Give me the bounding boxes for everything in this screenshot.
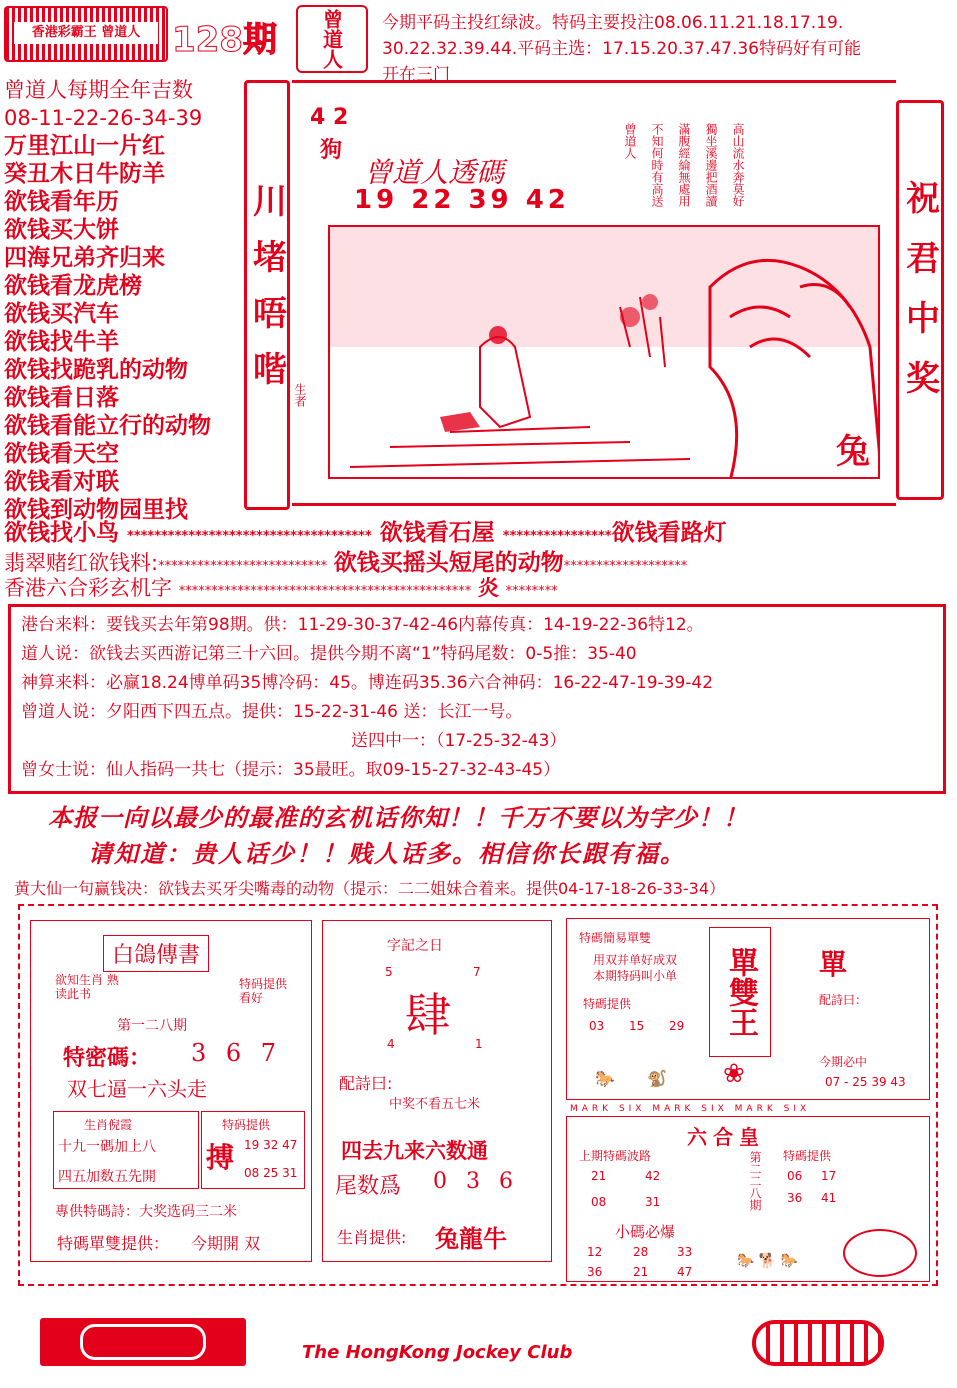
list-item: 万里江山一片红 — [4, 133, 165, 159]
mid-sx-label: 生肖提供: — [337, 1228, 407, 1247]
bo-nums: 19 32 47 — [244, 1138, 298, 1152]
scroll-right — [896, 100, 944, 500]
poem-line: 獨坐溪邊把酒讀 — [704, 123, 718, 207]
lh-bo-num: 31 — [645, 1195, 661, 1209]
seal — [296, 5, 368, 73]
info-line: 港台来料：要钱买去年第98期。供：11-29-30-37-42-46内幕传真：14-19-22-36特12。 — [21, 615, 704, 635]
list-item: 欲钱找牛羊 — [4, 329, 119, 355]
mid-n5: 5 — [385, 965, 393, 979]
star-line-3 — [4, 572, 558, 602]
tm-label: 特密碼： — [63, 1045, 152, 1071]
info-box — [8, 604, 946, 794]
rt-tm-label: 特碼提供 — [583, 997, 632, 1011]
lh-bao-num: 47 — [677, 1265, 693, 1279]
painting-numbers: 19 22 39 42 — [354, 185, 570, 215]
mid-poem-label: 配詩曰: — [339, 1074, 393, 1093]
list-item: 08-11-22-26-34-39 — [4, 106, 203, 130]
painting-top-numbers: 4 2 — [310, 105, 349, 130]
painting-title: 曾道人透碼 — [364, 156, 505, 189]
list-item: 欲钱看年历 — [4, 189, 119, 215]
mid-sx-val: 兔龍牛 — [435, 1224, 507, 1253]
poem-line: 不知何時有高送 — [650, 123, 664, 207]
animal-icons: 🐎 🐕 🐎 — [737, 1253, 799, 1269]
slogan-1: 本报一向以最少的最准的玄机话你知！！千万不要以为字少！！ — [48, 803, 748, 832]
rt-tm-num: 03 — [589, 1019, 605, 1033]
tm-hint: 双七逼一六头走 — [67, 1077, 207, 1101]
star-line-1 — [4, 514, 727, 547]
lh-bao-num: 12 — [587, 1245, 603, 1259]
seal-text: 曾道人 — [319, 9, 344, 69]
landscape-drawing — [330, 227, 880, 479]
lh-tm-label: 特碼提供 — [783, 1149, 832, 1163]
mid-n1: 1 — [475, 1037, 483, 1051]
mid-big-char: 肆 — [405, 988, 451, 1042]
rt-tm-num: 29 — [669, 1019, 685, 1033]
poem-line: 高山流水奔莫好 — [731, 123, 745, 207]
poem-line: 滿腹經綸無處用 — [677, 123, 691, 207]
lh-title: 六合皇 — [687, 1125, 765, 1149]
pair-label: 特碼單雙提供： — [57, 1234, 170, 1253]
bo-nums: 08 25 31 — [244, 1166, 298, 1180]
star-line-1-c: 欲钱看路灯 — [611, 520, 727, 546]
baige-sub-right: 特码提供 看好 — [239, 977, 288, 1005]
lh-bao-num: 21 — [633, 1265, 649, 1279]
footer-left-logo — [40, 1318, 246, 1366]
baige-issue: 第一二八期 — [117, 1018, 187, 1034]
list-item: 欲钱买汽车 — [4, 301, 119, 327]
lh-bao-num: 36 — [587, 1265, 603, 1279]
list-item: 四海兄弟齐归来 — [4, 245, 165, 271]
painting-zodiac: 狗 — [320, 138, 343, 163]
painting-corner: 兔 — [836, 432, 870, 472]
lh-tm-num: 17 — [821, 1169, 837, 1183]
list-item: 欲钱看龙虎榜 — [4, 273, 142, 299]
header-line-3: 开在三门 — [382, 65, 450, 85]
bo-label: 特码提供 — [222, 1118, 271, 1132]
star-line-3-b: 炎 — [477, 576, 499, 600]
lh-bo-num: 42 — [645, 1169, 661, 1183]
huang-line: 黄大仙一句赢钱决：欲钱去买牙尖嘴毒的动物（提示：二二姐妹合着来。提供04-17-18-26-33-34） — [14, 879, 726, 898]
header-line-1: 今期平码主投红绿波。特码主要投注08.06.11.21.18.17.19. — [382, 13, 844, 33]
list-item: 欲钱看对联 — [4, 469, 119, 495]
star-line-1-a: 欲钱找小鸟 — [4, 520, 119, 546]
slogan-2: 请知道：贵人话少！！贱人话多。相信你长跟有福。 — [88, 839, 686, 868]
logo-text: 香港彩霸王 曾道人 — [14, 22, 158, 44]
list-item: 癸丑木日牛防羊 — [4, 161, 165, 187]
mid-poem: 中奖不看五七米 — [389, 1097, 481, 1112]
scroll-right-text: 祝君中奖 — [899, 180, 940, 420]
rt-hint: 本期特码叫小单 — [593, 969, 678, 983]
list-item: 曾道人每期全年吉数 — [4, 78, 193, 102]
bo-char: 搏 — [206, 1141, 235, 1174]
monkey-icon: 🐒 — [647, 1069, 667, 1088]
painting-side-note: 生者 — [293, 383, 307, 407]
rt-title: 特碼簡易單雙 — [579, 931, 652, 945]
list-item: 欲钱看日落 — [4, 385, 119, 411]
baige-title: 白鴿傳書 — [103, 935, 209, 972]
footer-hkjc: The HongKong Jockey Club — [302, 1342, 573, 1363]
mid-panel — [322, 920, 552, 1262]
info-line: 曾女士说：仙人指码一共七（提示：35最旺。取09-15-27-32-43-45） — [21, 760, 561, 780]
list-item: 欲钱买大饼 — [4, 217, 119, 243]
footer-logo-mark — [80, 1324, 206, 1360]
horse-icon: 🐎 — [595, 1069, 615, 1088]
poem-line: 曾道人 — [623, 123, 637, 159]
info-line: 曾道人说：夕阳西下四五点。提供：15-22-31-46 送：长江一号。 — [21, 702, 523, 722]
lh-bo-label: 上期特碼波路 — [579, 1149, 652, 1163]
star-line-2-a: 翡翠赌红欲钱料: — [4, 551, 159, 575]
right-top-panel — [566, 918, 930, 1100]
lh-bao-num: 28 — [633, 1245, 649, 1259]
list-item: 欲钱到动物园里找 — [4, 497, 188, 523]
special-poem: 專供特碼詩：大奖选码三二米 — [55, 1204, 237, 1220]
painting-frame — [292, 80, 896, 506]
scroll-left-text: 川堵唔喈 — [246, 183, 287, 407]
emblem-icon — [843, 1229, 917, 1277]
rt-badge: 單雙王 — [709, 927, 771, 1057]
star-line-3-stars: ********************************************* — [178, 584, 472, 599]
left-list — [4, 76, 211, 524]
landscape-image — [328, 225, 880, 479]
issue-number: 128期 — [172, 20, 277, 60]
star-line-1-b: 欲钱看石屋 — [379, 520, 495, 546]
star-line-1-stars2: **************** — [502, 529, 612, 544]
sx-label: 生肖倪霞 — [84, 1118, 133, 1132]
mark-row: MARK SIX MARK SIX MARK SIX — [570, 1104, 811, 1114]
rt-jin: 今期必中 — [819, 1055, 868, 1069]
lh-tm-num: 41 — [821, 1191, 837, 1205]
mid-n4: 4 — [387, 1037, 395, 1051]
painting-poem — [622, 123, 747, 207]
rt-pei: 配詩曰： — [819, 993, 868, 1007]
info-line: 神算来料：必赢18.24博单码35博冷码：45。博连码35.36六合神码：16-22-47-19-39-42 — [21, 673, 714, 693]
star-line-3-stars2: ******** — [505, 584, 558, 599]
mid-title: 字記之日 — [387, 938, 443, 954]
list-item: 欲钱看天空 — [4, 441, 119, 467]
tm-nums: 3 6 7 — [191, 1039, 283, 1067]
sx-box — [53, 1111, 199, 1189]
rt-flower-icon: ❀ — [723, 1059, 745, 1089]
rt-tm-num: 15 — [629, 1019, 645, 1033]
list-item: 欲钱找跪乳的动物 — [4, 357, 188, 383]
rt-right-nums: 07 - 25 39 43 — [825, 1075, 906, 1089]
baige-panel — [30, 920, 312, 1262]
pair-val: 今期開 双 — [191, 1234, 261, 1253]
logo — [4, 6, 168, 62]
baige-sub-left: 欲知生肖 熟读此书 — [55, 973, 119, 1001]
right-bottom-panel — [566, 1116, 930, 1282]
lh-tm-num: 06 — [787, 1169, 803, 1183]
bo-box — [201, 1111, 305, 1189]
scroll-left — [244, 80, 290, 510]
mid-tong: 四去九来六数通 — [341, 1139, 488, 1163]
sx-row: 十九一碼加上八 — [58, 1139, 156, 1155]
star-line-3-a: 香港六合彩玄机字 — [4, 576, 172, 600]
lh-tm-num: 36 — [787, 1191, 803, 1205]
header-line-2: 30.22.32.39.44.平码主选：17.15.20.37.47.36特码好有可能 — [382, 39, 861, 59]
lh-bao-num: 33 — [677, 1245, 693, 1259]
mid-tail-label: 尾数爲 — [335, 1174, 402, 1199]
star-line-2-stars2: ******************* — [563, 559, 688, 574]
star-line-2-stars: ************************** — [158, 559, 328, 574]
lh-bo-num: 21 — [591, 1169, 607, 1183]
sx-row: 四五加数五先開 — [58, 1169, 156, 1185]
lh-bao: 小碼必爆 — [615, 1223, 676, 1241]
list-item: 欲钱看能立行的动物 — [4, 413, 211, 439]
info-line: 送四中一：（17-25-32-43） — [351, 731, 567, 751]
mid-tail: 0 3 6 — [433, 1169, 519, 1194]
mid-n7: 7 — [473, 965, 481, 979]
footer-right-logo — [752, 1320, 884, 1366]
star-line-2-b: 欲钱买摇头短尾的动物 — [333, 550, 564, 576]
info-line: 道人说：欲钱去买西游记第三十六回。提供今期不离“1”特码尾数：0-5推：35-40 — [21, 644, 637, 664]
rt-right-title: 單 — [819, 948, 848, 981]
lh-issue: 第二二八期 — [748, 1151, 762, 1211]
rt-hint: 用双并单好成双 — [593, 953, 678, 967]
star-line-1-stars: ************************************ — [127, 529, 372, 544]
lh-bo-num: 08 — [591, 1195, 607, 1209]
